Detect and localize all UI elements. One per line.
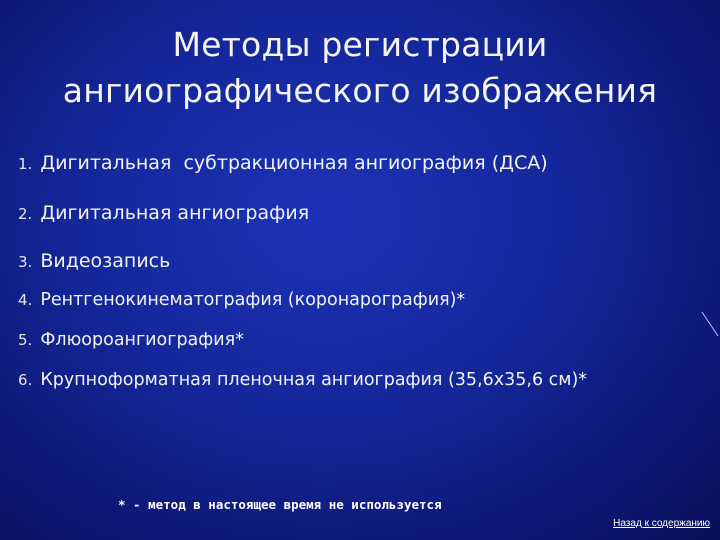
slide-title: [40, 22, 680, 114]
title-line-1: Методы регистрации: [172, 25, 548, 64]
list-item-text: Флюороангиография*: [40, 330, 244, 350]
list-item: [18, 290, 465, 310]
list-item-number: 3.: [18, 253, 33, 271]
list-item-number: 4.: [18, 291, 33, 309]
list-item: [18, 152, 548, 174]
list-item-text: Рентгенокинематография (коронарография)*: [40, 290, 466, 310]
decorative-line: [700, 310, 720, 340]
list-item-number: 5.: [18, 331, 33, 349]
list-item-number: 2.: [18, 205, 33, 223]
footnote: * - метод в настоящее время не используется: [118, 497, 442, 512]
list-item: [18, 202, 309, 224]
list-item: [18, 250, 170, 272]
list-item-text: Крупноформатная пленочная ангиография (35,6х35,6 см)*: [40, 370, 588, 390]
list-item: [18, 330, 244, 350]
list-item-text: Дигитальная ангиография: [40, 202, 310, 224]
back-to-contents-link[interactable]: Назад к содержанию: [613, 518, 710, 529]
list-item-number: 6.: [18, 371, 33, 389]
list-item-text: Видеозапись: [40, 250, 171, 272]
list-item-text: Дигитальная субтракционная ангиография (ДСА): [40, 152, 548, 174]
list-item: [18, 370, 587, 390]
title-line-2: ангиографического изображения: [62, 71, 658, 110]
list-item-number: 1.: [18, 155, 33, 173]
